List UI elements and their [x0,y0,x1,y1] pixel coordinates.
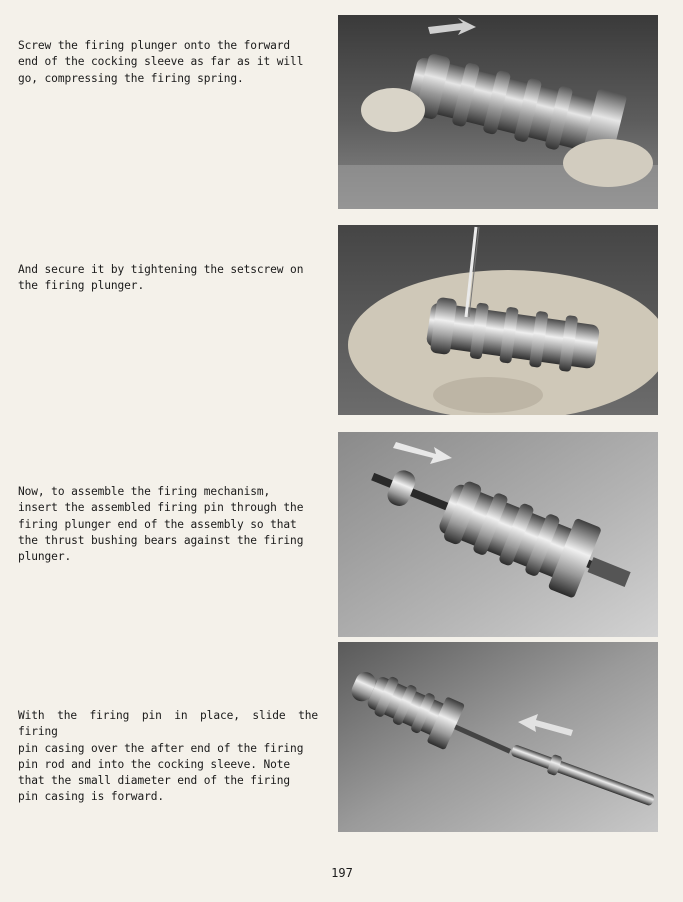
caption-line: go, compressing the firing spring. [18,71,244,85]
step-1-photo [338,15,658,209]
step-2-caption [18,262,318,295]
caption-line: end of the cocking sleeve as far as it will [18,55,304,69]
caption-line: the thrust bushing bears against the firing [18,533,304,547]
caption-line: Screw the firing plunger onto the forward [18,39,291,52]
caption-line: firing plunger end of the assembly so that [18,517,297,531]
caption-line: With the firing pin in place, slide the firing [18,709,318,739]
step-4-caption [18,708,318,806]
caption-line: pin casing over the after end of the firing [18,741,304,755]
step-1-caption [18,38,318,87]
caption-line: the firing plunger. [18,279,145,293]
step-3-caption [18,484,318,565]
step-4-photo [338,642,658,832]
caption-line: that the small diameter end of the firing [18,774,291,788]
step-2-photo [338,225,658,415]
caption-line: plunger. [18,550,72,564]
caption-line: pin casing is forward. [18,790,164,804]
caption-line: Now, to assemble the firing mechanism, [18,485,271,498]
caption-line: pin rod and into the cocking sleeve. Note [18,757,291,771]
page-number: 197 [331,866,353,880]
step-3-photo [338,432,658,637]
caption-line: insert the assembled firing pin through the [18,501,304,515]
caption-line: And secure it by tightening the setscrew on [18,263,304,276]
